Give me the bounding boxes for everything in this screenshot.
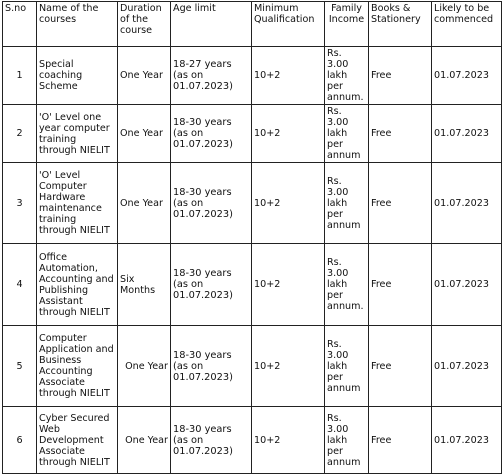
cell-duration: One Year	[118, 326, 171, 407]
cell-qualification: 10+2	[252, 163, 325, 244]
cell-duration: One Year	[118, 163, 171, 244]
cell-course-name: 'O' Level one year computer training through NIELIT	[37, 105, 118, 163]
cell-commence-date: 01.07.2023	[432, 326, 502, 407]
cell-age-limit: 18-30 years (as on 01.07.2023)	[171, 163, 252, 244]
cell-sno: 6	[3, 407, 37, 474]
cell-family-income: Rs. 3.00 lakh per annum	[325, 407, 369, 474]
cell-sno: 3	[3, 163, 37, 244]
cell-books: Free	[369, 47, 432, 105]
header-duration: Duration of the course	[118, 2, 171, 47]
table-row	[3, 244, 502, 326]
courses-table	[2, 1, 502, 474]
cell-family-income: Rs. 3.00 lakh per annum.	[325, 47, 369, 105]
cell-commence-date: 01.07.2023	[432, 163, 502, 244]
cell-commence-date: 01.07.2023	[432, 47, 502, 105]
cell-books: Free	[369, 407, 432, 474]
cell-qualification: 10+2	[252, 326, 325, 407]
cell-books: Free	[369, 105, 432, 163]
header-course-name: Name of the courses	[37, 2, 118, 47]
cell-duration: Six Months	[118, 244, 171, 326]
header-min-qualification: Minimum Qualification	[252, 2, 325, 47]
cell-age-limit: 18-27 years (as on 01.07.2023)	[171, 47, 252, 105]
cell-age-limit: 18-30 years (as on 01.07.2023)	[171, 105, 252, 163]
cell-course-name: Special coaching Scheme	[37, 47, 118, 105]
cell-family-income: Rs. 3.00 lakh per annum	[325, 163, 369, 244]
cell-qualification: 10+2	[252, 407, 325, 474]
header-sno: S.no	[3, 2, 37, 47]
cell-qualification: 10+2	[252, 105, 325, 163]
cell-family-income: Rs. 3.00 lakh per annum	[325, 105, 369, 163]
cell-duration: One Year	[118, 407, 171, 474]
table-row	[3, 407, 502, 474]
cell-books: Free	[369, 326, 432, 407]
header-likely-commenced: Likely to be commenced	[432, 2, 502, 47]
cell-sno: 5	[3, 326, 37, 407]
cell-books: Free	[369, 244, 432, 326]
header-row	[3, 2, 502, 47]
table-row	[3, 47, 502, 105]
header-family-income: Family Income	[325, 2, 369, 47]
cell-commence-date: 01.07.2023	[432, 244, 502, 326]
cell-age-limit: 18-30 years (as on 01.07.2023)	[171, 407, 252, 474]
cell-sno: 4	[3, 244, 37, 326]
table-row	[3, 105, 502, 163]
cell-sno: 2	[3, 105, 37, 163]
table-row	[3, 163, 502, 244]
cell-qualification: 10+2	[252, 47, 325, 105]
cell-sno: 1	[3, 47, 37, 105]
cell-family-income: Rs. 3.00 lakh per annum	[325, 326, 369, 407]
cell-qualification: 10+2	[252, 244, 325, 326]
cell-duration: One Year	[118, 105, 171, 163]
cell-books: Free	[369, 163, 432, 244]
cell-course-name: Computer Application and Business Accounting Associate through NIELIT	[37, 326, 118, 407]
header-age-limit: Age limit	[171, 2, 252, 47]
header-books-stationery: Books & Stationery	[369, 2, 432, 47]
cell-age-limit: 18-30 years (as on 01.07.2023)	[171, 244, 252, 326]
cell-course-name: 'O' Level Computer Hardware maintenance training through NIELIT	[37, 163, 118, 244]
table-row	[3, 326, 502, 407]
cell-family-income: Rs. 3.00 lakh per annum.	[325, 244, 369, 326]
cell-age-limit: 18-30 years (as on 01.07.2023)	[171, 326, 252, 407]
cell-course-name: Office Automation, Accounting and Publishing Assistant through NIELIT	[37, 244, 118, 326]
cell-duration: One Year	[118, 47, 171, 105]
cell-commence-date: 01.07.2023	[432, 105, 502, 163]
cell-course-name: Cyber Secured Web Development Associate through NIELIT	[37, 407, 118, 474]
cell-commence-date: 01.07.2023	[432, 407, 502, 474]
